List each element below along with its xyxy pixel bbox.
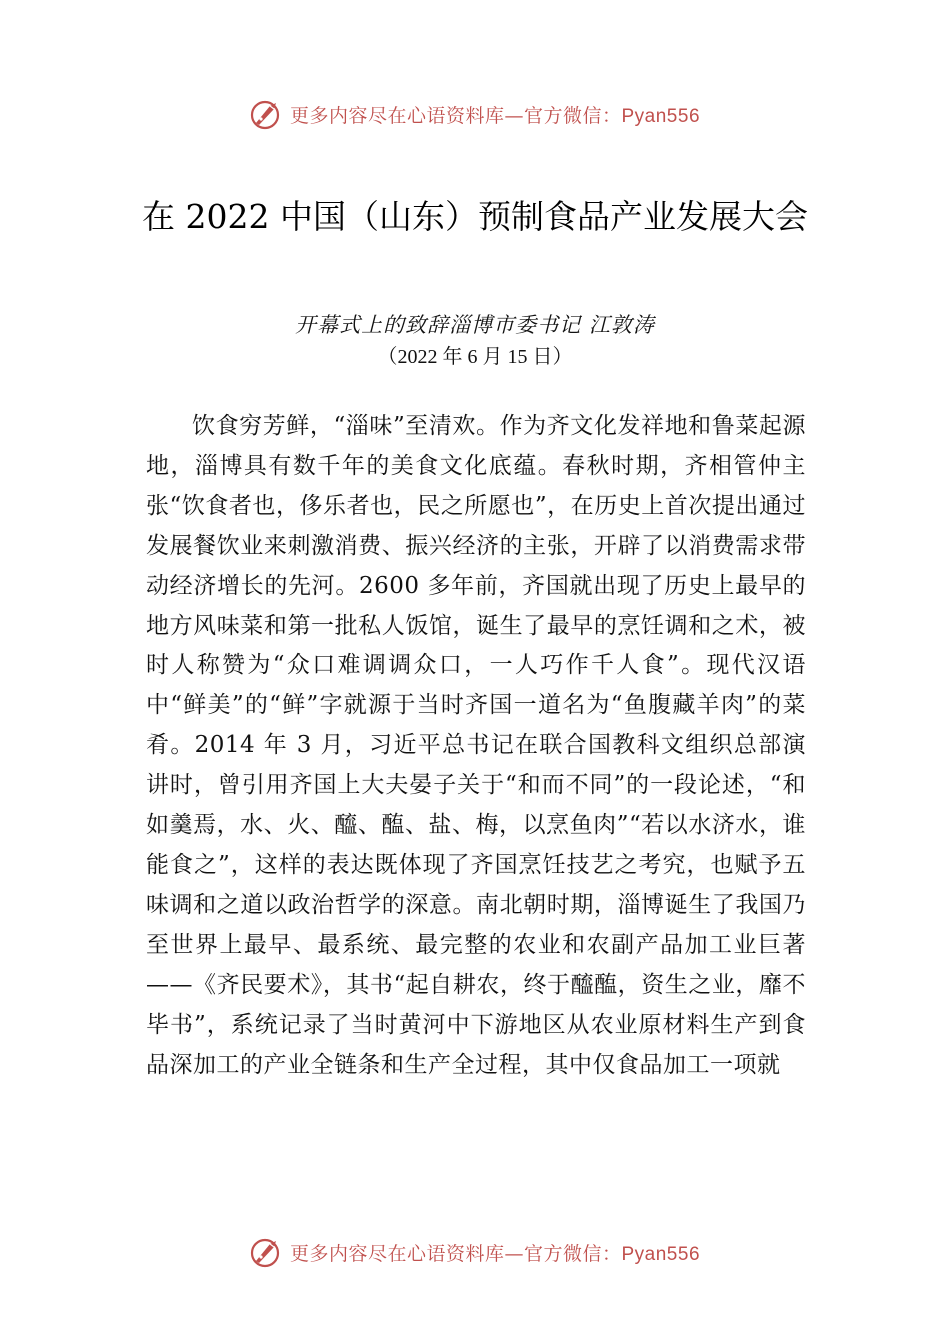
- watermark-text: 更多内容尽在心语资料库—官方微信：Pyan556: [289, 104, 701, 127]
- speech-date: （2022 年 6 月 15 日）: [377, 346, 573, 368]
- watermark-footer: [0, 1232, 950, 1272]
- pen-nib-icon: [250, 1235, 284, 1269]
- body-paragraph: 饮食穷芳鲜，“淄味”至清欢。作为齐文化发祥地和鲁菜起源地，淄博具有数千年的美食文化底蕴。春秋时期，齐相管仲主张“饮食者也，侈乐者也，民之所愿也”，在历史上首次提出通过发展餐饮业来刺激消费、振兴经济的主张，开辟了以消费需求带动经济增长的先河。2600 多年前，齐国就出现了历史上最早的地方风味菜和第一批私人饭馆，诞生了最早的烹饪调和之术，被时人称赞为“众口难调调众口，一人巧作千人食”。现代汉语中“鲜美”的“鲜”字就源于当时齐国一道名为“鱼腹藏羊肉”的菜肴。2014 年 3 月，习近平总书记在联合国教科文组织总部演讲时，曾引用齐国上大夫晏子关于“和而不同”的一段论述，“和如羹焉，水、火、醯、醢、盐、梅，以烹鱼肉”“若以水济水，谁能食之”，这样的表达既体现了齐国烹饪技艺之考究，也赋予五味调和之道以政治哲学的深意。南北朝时期，淄博诞生了我国乃至世界上最早、最系统、最完整的农业和农副产品加工业巨著——《齐民要术》，其书“起自耕农，终于醯醢，资生之业，靡不毕书”，系统记录了当时黄河中下游地区从农业原材料生产到食品深加工的产业全链条和生产全过程，其中仅食品加工一项就: [146, 413, 806, 1078]
- speech-subtitle: 开幕式上的致辞淄博市委书记 江敦涛: [295, 313, 655, 337]
- watermark-header: [0, 94, 950, 134]
- watermark-text: 更多内容尽在心语资料库—官方微信：Pyan556: [289, 1242, 701, 1265]
- pen-nib-icon: [250, 97, 284, 131]
- page-title: 在 2022 中国（山东）预制食品产业发展大会: [142, 197, 808, 236]
